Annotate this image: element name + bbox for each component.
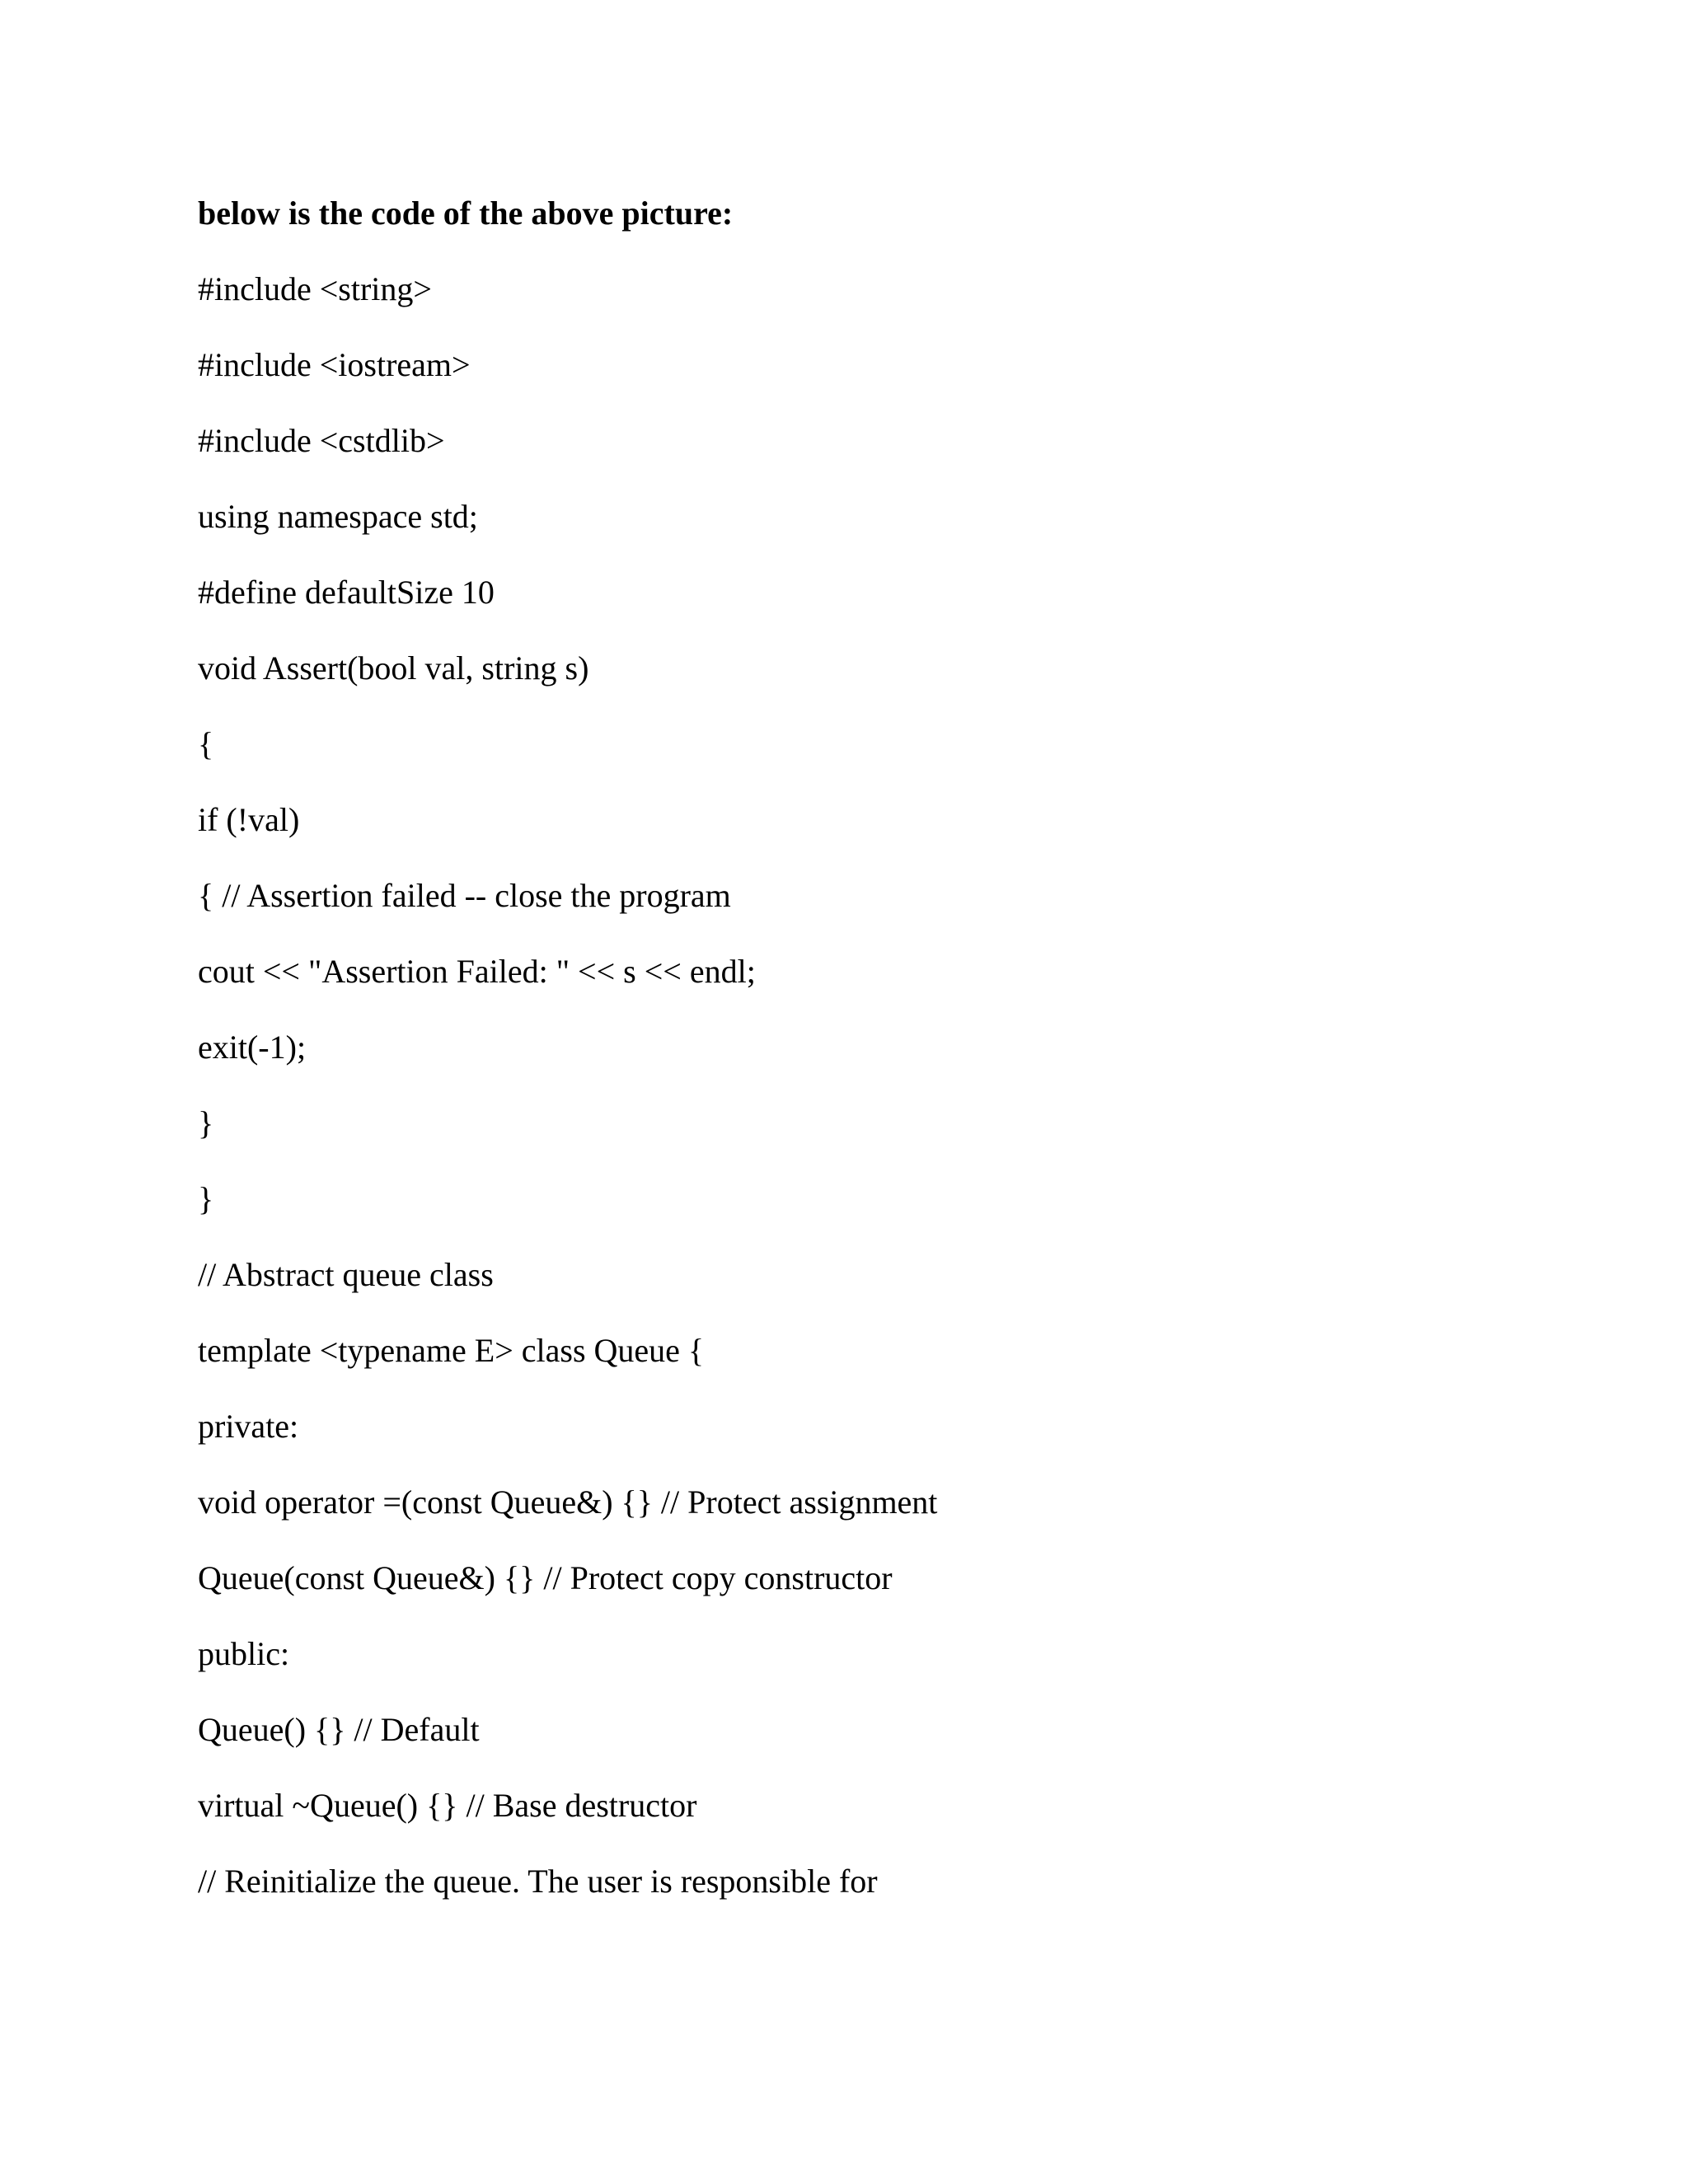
code-line: // Reinitialize the queue. The user is responsible for bbox=[198, 1863, 878, 1900]
code-line: exit(-1); bbox=[198, 1029, 307, 1066]
code-line: #define defaultSize 10 bbox=[198, 574, 495, 611]
code-line: if (!val) bbox=[198, 801, 300, 838]
code-line: cout << "Assertion Failed: " << s << endl; bbox=[198, 953, 756, 990]
code-line: Queue() {} // Default bbox=[198, 1711, 480, 1748]
code-line: private: bbox=[198, 1408, 299, 1445]
code-line: #include <cstdlib> bbox=[198, 422, 445, 459]
code-line: { bbox=[198, 725, 214, 762]
code-line: using namespace std; bbox=[198, 498, 478, 535]
code-line: { // Assertion failed -- close the program bbox=[198, 877, 731, 914]
code-line: #include <iostream> bbox=[198, 346, 471, 383]
code-line: virtual ~Queue() {} // Base destructor bbox=[198, 1787, 697, 1824]
code-listing bbox=[198, 269, 1517, 1901]
document-content bbox=[198, 194, 1517, 1938]
code-line: // Abstract queue class bbox=[198, 1256, 494, 1293]
code-line: #include <string> bbox=[198, 270, 432, 307]
code-line: template <typename E> class Queue { bbox=[198, 1332, 705, 1369]
code-line: void operator =(const Queue&) {} // Protect assignment bbox=[198, 1483, 938, 1521]
code-line: } bbox=[198, 1104, 214, 1141]
code-line: void Assert(bool val, string s) bbox=[198, 649, 589, 687]
code-line: public: bbox=[198, 1635, 290, 1672]
code-line: } bbox=[198, 1180, 214, 1217]
document-heading: below is the code of the above picture: bbox=[198, 194, 734, 232]
code-line: Queue(const Queue&) {} // Protect copy constructor bbox=[198, 1559, 893, 1596]
